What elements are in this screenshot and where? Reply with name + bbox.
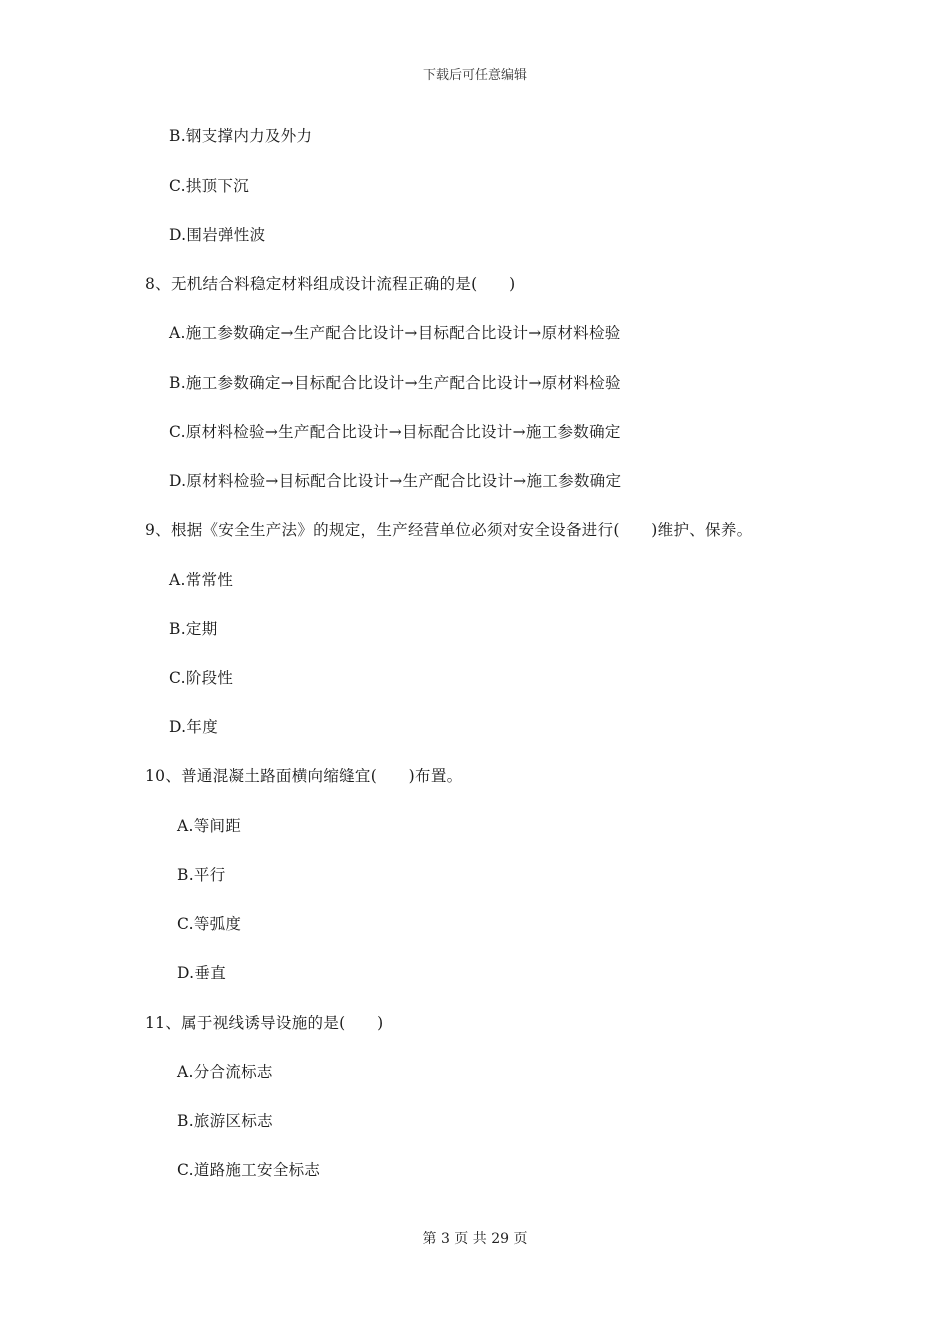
q9-option-a: A.常常性 — [169, 571, 234, 589]
q7-option-c: C.拱顶下沉 — [169, 177, 250, 195]
q10-option-b: B.平行 — [177, 866, 226, 884]
q10-option-a: A.等间距 — [177, 817, 242, 835]
q9-option-b: B.定期 — [169, 620, 218, 638]
q8-option-a: A.施工参数确定→生产配合比设计→目标配合比设计→原材料检验 — [169, 324, 621, 342]
q8-option-d: D.原材料检验→目标配合比设计→生产配合比设计→施工参数确定 — [169, 472, 622, 490]
q11-option-b: B.旅游区标志 — [177, 1112, 273, 1130]
q10-option-d: D.垂直 — [177, 964, 227, 982]
q7-option-b: B.钢支撑内力及外力 — [169, 127, 313, 145]
page-header: 下载后可任意编辑 — [422, 68, 527, 83]
q8-option-b: B.施工参数确定→目标配合比设计→生产配合比设计→原材料检验 — [169, 374, 621, 392]
q11-stem: 11、属于视线诱导设施的是( ) — [145, 1014, 384, 1032]
q8-option-c: C.原材料检验→生产配合比设计→目标配合比设计→施工参数确定 — [169, 423, 621, 441]
q11-option-c: C.道路施工安全标志 — [177, 1161, 321, 1179]
q7-option-d: D.围岩弹性波 — [169, 226, 266, 244]
q9-option-c: C.阶段性 — [169, 669, 234, 687]
q9-stem: 9、根据《安全生产法》的规定，生产经营单位必须对安全设备进行( )维护、保养。 — [145, 521, 753, 539]
q8-stem: 8、无机结合料稳定材料组成设计流程正确的是( ) — [145, 275, 516, 293]
q10-option-c: C.等弧度 — [177, 915, 242, 933]
page-footer: 第 3 页 共 29 页 — [422, 1231, 528, 1247]
q9-option-d: D.年度 — [169, 718, 219, 736]
q10-stem: 10、普通混凝土路面横向缩缝宜( )布置。 — [145, 767, 463, 785]
q11-option-a: A.分合流标志 — [177, 1063, 273, 1081]
